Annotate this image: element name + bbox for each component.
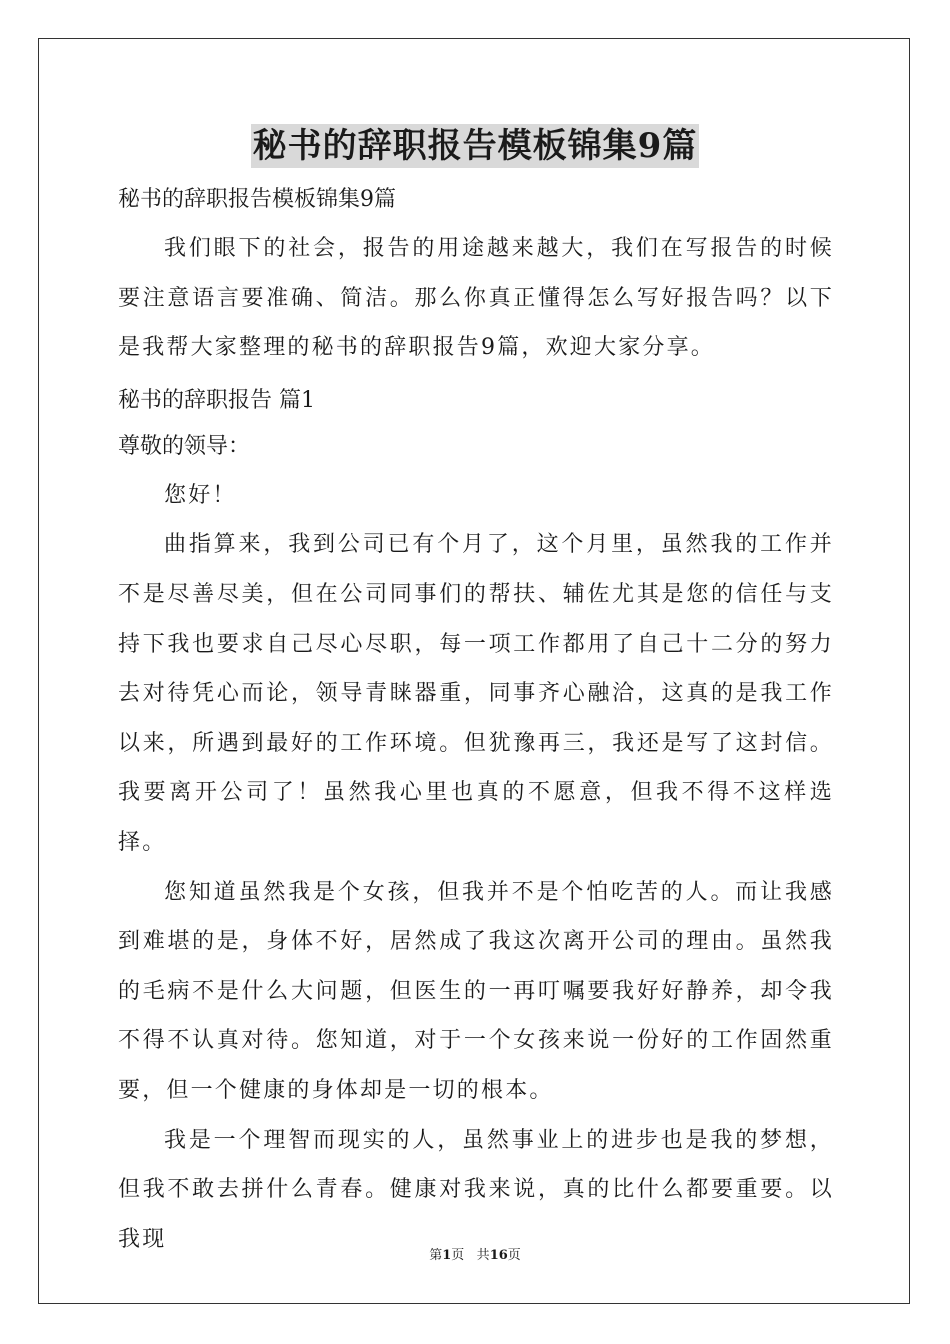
body-paragraph-2: 您知道虽然我是个女孩，但我并不是个怕吃苦的人。而让我感到难堪的是，身体不好，居然成了我这次离开公司的理由。虽然我的毛病不是什么大问题，但医生的一再叮嘱要我好好静养，却令我不得不认真对待。您知道，对于一个女孩来说一份好的工作固然重要，但一个健康的身体却是一切的根本。	[118, 879, 834, 1103]
section-heading: 秘书的辞职报告 篇1	[118, 387, 315, 413]
greeting: 您好！	[164, 482, 237, 508]
page-prefix: 第	[429, 1248, 443, 1263]
page-suffix: 页	[451, 1248, 465, 1263]
document-title: 秘书的辞职报告模板锦集9篇	[252, 126, 698, 166]
document-subtitle: 秘书的辞职报告模板锦集9篇	[118, 187, 396, 212]
body-paragraph-1: 曲指算来，我到公司已有个月了，这个月里，虽然我的工作并不是尽善尽美，但在公司同事们的帮扶、辅佐尤其是您的信任与支持下我也要求自己尽心尽职，每一项工作都用了自己十二分的努力去对待凭心而论，领导青睐器重，同事齐心融洽，这真的是我工作以来，所遇到最好的工作环境。但犹豫再三，我还是写了这封信。我要离开公司了！虽然我心里也真的不愿意，但我不得不这样选择。	[118, 532, 834, 855]
page-footer	[0, 1248, 950, 1264]
total-prefix: 共	[476, 1248, 490, 1263]
total-pages: 16	[489, 1248, 508, 1263]
total-suffix: 页	[507, 1248, 521, 1263]
page-number: 1	[442, 1248, 452, 1263]
body-paragraph-3: 我是一个理智而现实的人，虽然事业上的进步也是我的梦想，但我不敢去拼什么青春。健康对我来说，真的比什么都要重要。以我现	[118, 1127, 834, 1252]
document-body	[118, 182, 834, 1264]
title-container	[0, 124, 950, 168]
intro-paragraph: 我们眼下的社会，报告的用途越来越大，我们在写报告的时候要注意语言要准确、简洁。那么你真正懂得怎么写好报告吗？以下是我帮大家整理的秘书的辞职报告9篇，欢迎大家分享。	[118, 236, 834, 361]
salutation: 尊敬的领导：	[118, 433, 251, 459]
